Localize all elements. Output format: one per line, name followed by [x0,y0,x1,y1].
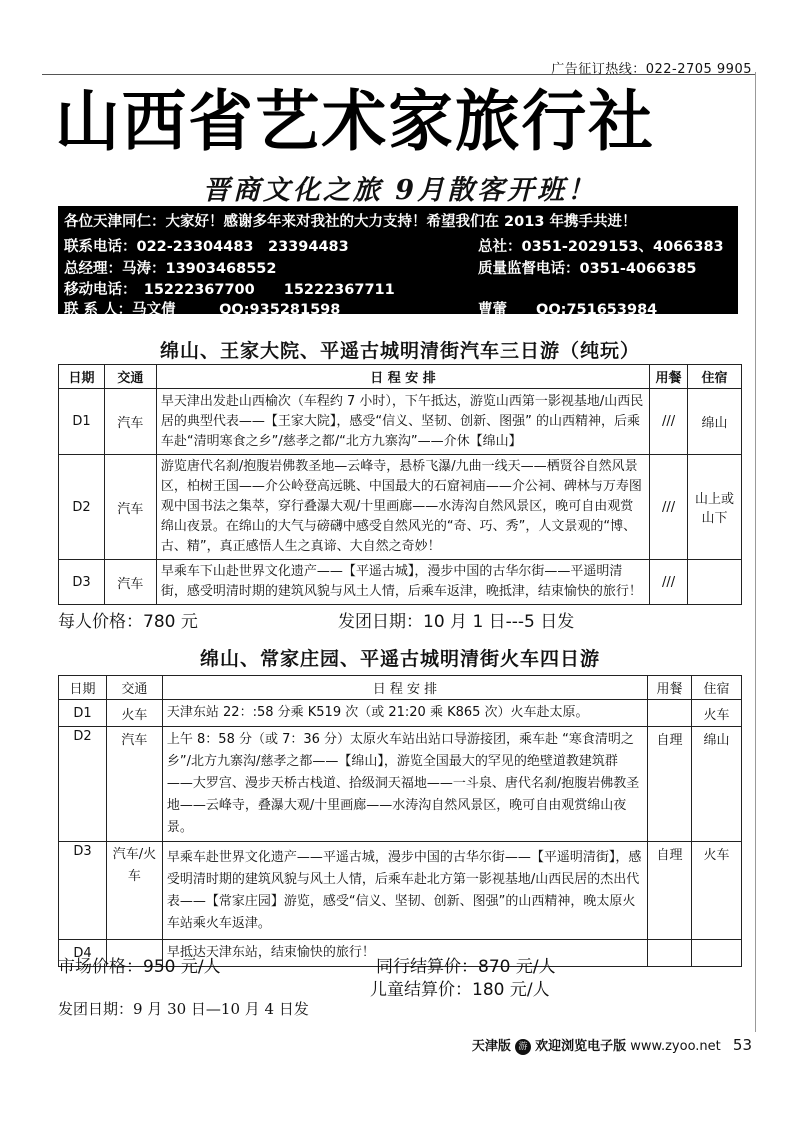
tour1-header-stay: 住宿 [688,365,742,389]
footer [472,1035,752,1055]
welcome-text: 欢迎浏览电子版 [535,1039,627,1054]
tour2-peer-price: 同行结算价：870 元/人 [376,957,556,977]
schedule-detail: 上午 8：58 分（或 7：36 分）太原火车站出站口导游接团，乘车赴 “寒食清明之乡”/北方九寨沟/慈孝之都——【绵山】，游览全国最大的罕见的绝壁道教建筑群——大罗宫、漫步天桥古栈道、拾级洞天福地——一斗泉、唐代名刹/抱腹岩佛教圣地——云峰寺，叠瀑大观/十里画廊——水涛沟自然风景区，晚可自由观赏绵山夜景。 [162,727,647,842]
zyoo-logo-icon: 游 [515,1039,531,1055]
tour2-dates: 发团日期：9 月 30 日—10 月 4 日发 [58,1000,309,1018]
table-row [59,700,742,727]
mobile-phone: 移动电话： 15222367700 15222367711 [64,282,395,298]
edition-label: 天津版 [471,1039,511,1054]
meal: /// [650,560,688,605]
tour1-price: 每人价格：780 元 [58,612,198,632]
stay [688,560,742,605]
tour2-header-transport: 交通 [106,676,162,700]
day: D3 [59,842,107,940]
tour2-header-meal: 用餐 [648,676,692,700]
contact-phone: 联系电话：022-23304483 23394483 [64,239,349,255]
meal: /// [650,389,688,455]
hq-phone: 总社：0351-2029153、4066383 [478,239,724,255]
tour1-dates: 发团日期：10 月 1 日---5 日发 [338,612,575,632]
meal [648,700,692,727]
stay: 绵山 [688,389,742,455]
transport: 汽车/火车 [106,842,162,940]
tour1-header-meal: 用餐 [650,365,688,389]
day: D1 [59,700,107,727]
contact-person: 联 系 人：马文倩 QQ:935281598 [64,302,341,318]
tour2-market-price: 市场价格：950 元/人 [58,957,221,977]
tour2-header-date: 日期 [59,676,107,700]
website-url[interactable]: www.zyoo.net [630,1039,721,1054]
schedule-detail: 早天津出发赴山西榆次（车程约 7 小时），下午抵达，游览山西第一影视基地/山西民居的典型代表——【王家大院】，感受“信义、坚韧、创新、图强” 的山西精神，后乘车赴“清明寒食之乡”/慈孝之都/“北方九寨沟”——介休【绵山】 [156,389,649,455]
stay: 火车 [692,700,742,727]
tour1-header-schedule: 日 程 安 排 [156,365,649,389]
transport: 汽车 [104,389,156,455]
table-row [59,727,742,842]
day: D2 [59,727,107,842]
tour1-table [58,364,742,605]
quality-phone: 质量监督电话：0351-4066385 [478,261,697,277]
schedule-detail: 游览唐代名刹/抱腹岩佛教圣地—云峰寺，悬桥飞瀑/九曲一线天——栖贤谷自然风景区，柏树王国——介公岭登高远眺、中国最大的石窟祠庙——介公祠、碑林与万寿图观中国书法之集萃，穿行叠瀑大观/十里画廊——水涛沟自然风景区，晚可自由观赏绵山夜景。在绵山的大气与磅礴中感受自然风光的“奇、巧、秀”，人文景观的“博、古、精”，真正感悟人生之真谛、大自然之奇妙！ [156,455,649,560]
stay: 绵山 [692,727,742,842]
day: D1 [59,389,105,455]
stay: 山上或山下 [688,455,742,560]
meal: 自理 [648,727,692,842]
meal: /// [650,455,688,560]
table-row [59,560,742,605]
schedule-detail: 天津东站 22：:58 分乘 K519 次（或 21:20 乘 K865 次）火车赴太原。 [162,700,647,727]
tour1-header-transport: 交通 [104,365,156,389]
day: D2 [59,455,105,560]
tour1-title: 绵山、王家大院、平遥古城明清街汽车三日游（纯玩） [159,340,640,362]
manager-phone: 总经理：马涛：13903468552 [64,261,277,277]
ad-hotline: 广告征订热线：022-2705 9905 [551,62,752,77]
schedule-detail: 早乘车赴世界文化遗产——平遥古城，漫步中国的古华尔街——【平遥明清街】，感受明清时期的建筑风貌与风土人情，后乘车赴北方第一影视基地/山西民居的杰出代表——【常家庄园】游览，感受“信义、坚韧、创新、图强”的山西精神，晚太原火车站乘火车返津。 [162,842,647,940]
subtitle: 晋商文化之旅 9月散客开班！ [202,175,598,206]
header-divider [42,74,755,75]
contact-box [58,206,738,318]
tour2-table [58,675,742,967]
day: D4 [59,940,107,967]
meal: 自理 [648,842,692,940]
transport: 火车 [106,700,162,727]
table-row [59,455,742,560]
tour1-header-date: 日期 [59,365,105,389]
schedule-detail: 早乘车下山赴世界文化遗产——【平遥古城】，漫步中国的古华尔街——平遥明清街，感受明清时期的建筑风貌与风土人情，后乘车返津，晚抵津，结束愉快的旅行！ [156,560,649,605]
stay: 火车 [692,842,742,940]
transport: 汽车 [106,727,162,842]
page-number: 53 [732,1036,752,1054]
greeting: 各位天津同仁：大家好！感谢多年来对我社的大力支持！希望我们在 2013 年携手共进！ [64,214,637,230]
transport: 汽车 [104,455,156,560]
transport: 汽车 [104,560,156,605]
tour2-child-price: 儿童结算价：180 元/人 [370,980,550,1000]
schedule-detail: 早抵达天津东站，结束愉快的旅行！ [162,940,647,967]
tour2-title: 绵山、常家庄园、平遥古城明清街火车四日游 [199,648,600,670]
contact-person-2: 曹蕾 QQ:751653984 [478,302,658,318]
table-row [59,389,742,455]
stay [692,940,742,967]
agency-title: 山西省艺术家旅行社 [55,83,655,160]
tour2-header-stay: 住宿 [692,676,742,700]
tour2-header-schedule: 日 程 安 排 [162,676,647,700]
meal [648,940,692,967]
day: D3 [59,560,105,605]
table-row [59,842,742,940]
